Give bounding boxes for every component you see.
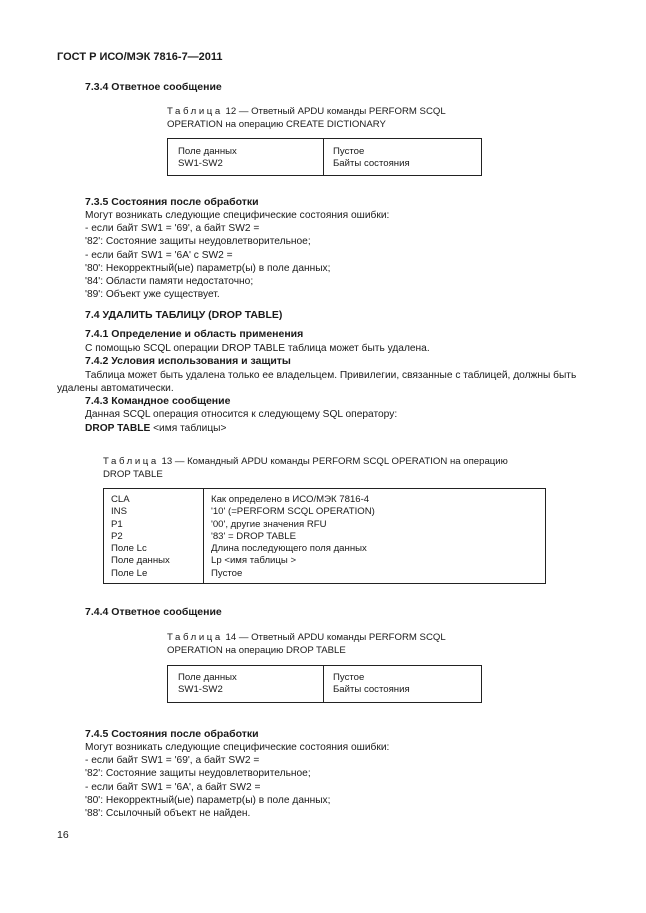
- table-cell: Пустое: [211, 567, 243, 579]
- table-cell: '00', другие значения RFU: [211, 518, 327, 530]
- text-line: Могут возникать следующие специфические состояния ошибки:: [85, 742, 390, 753]
- table-13-left-column: [111, 494, 170, 583]
- table-cell: INS: [111, 506, 127, 518]
- text-line: '82': Состояние защиты неудовлетворительное;: [85, 236, 311, 248]
- caption-text-line2: OPERATION на операцию DROP TABLE: [167, 644, 346, 656]
- text-line: - если байт SW1 = '69', а байт SW2 =: [85, 755, 260, 767]
- table-13-caption: [103, 456, 508, 481]
- table-cell: Поле Lc: [111, 543, 147, 555]
- table-13: [103, 488, 546, 584]
- table-divider: [203, 489, 204, 583]
- sql-argument: <имя таблицы>: [150, 423, 227, 434]
- caption-text-line1: 13 — Командный APDU команды PERFORM SCQL OPERATION на операцию: [161, 456, 508, 467]
- section-7-4-3-body: Данная SCQL операция относится к следующему SQL оператору:: [85, 409, 398, 420]
- section-heading-7-4: 7.4 УДАЛИТЬ ТАБЛИЦУ (DROP TABLE): [85, 309, 283, 321]
- sql-statement: [85, 422, 226, 435]
- table-cell: Lp <имя таблицы >: [211, 555, 297, 567]
- text-line: - если байт SW1 = '69', а байт SW2 =: [85, 223, 260, 235]
- text-line: - если байт SW1 = '6А' с SW2 =: [85, 249, 233, 261]
- table-14-caption: [167, 632, 446, 657]
- table-cell: P1: [111, 518, 123, 530]
- caption-label: Таблица: [167, 632, 223, 643]
- table-cell: '10' (=PERFORM SCQL OPERATION): [211, 506, 375, 518]
- table-cell: Поле Le: [111, 567, 148, 579]
- table-divider: [323, 666, 324, 702]
- text-line: '89': Объект уже существует.: [85, 289, 220, 301]
- table-divider: [323, 139, 324, 175]
- table-cell: Поле данных: [178, 146, 237, 157]
- table-cell: Как определено в ИСО/МЭК 7816-4: [211, 494, 370, 505]
- text-line: '80': Некорректный(ые) параметр(ы) в поле данных;: [85, 262, 331, 274]
- caption-text-line1: 14 — Ответный APDU команды PERFORM SCQL: [225, 632, 446, 643]
- table-14-right-column: [333, 672, 410, 702]
- table-14: [167, 665, 482, 703]
- section-heading-7-4-5: 7.4.5 Состояния после обработки: [85, 728, 259, 740]
- section-7-3-5-body: [85, 209, 389, 301]
- caption-label: Таблица: [103, 456, 159, 467]
- text-line: '82': Состояние защиты неудовлетворительное;: [85, 768, 311, 780]
- page-number: 16: [57, 829, 69, 841]
- table-cell: Поле данных: [111, 555, 170, 567]
- table-12-right-column: [333, 146, 410, 175]
- section-7-4-1-body: С помощью SCQL операции DROP TABLE таблица может быть удалена.: [85, 343, 430, 354]
- caption-label: Таблица: [167, 106, 223, 117]
- table-cell: Байты состояния: [333, 158, 410, 170]
- table-14-left-column: [178, 672, 237, 702]
- caption-text-line2: DROP TABLE: [103, 468, 163, 480]
- text-line: '88': Ссылочный объект не найден.: [85, 808, 251, 820]
- caption-text-line1: 12 — Ответный APDU команды PERFORM SCQL: [225, 106, 446, 117]
- section-heading-7-4-4: 7.4.4 Ответное сообщение: [85, 606, 222, 618]
- section-heading-7-3-4: 7.3.4 Ответное сообщение: [85, 81, 222, 93]
- section-heading-7-4-1: 7.4.1 Определение и область применения: [85, 328, 304, 340]
- table-cell: Пустое: [333, 672, 365, 683]
- table-cell: Байты состояния: [333, 684, 410, 696]
- table-cell: SW1-SW2: [178, 158, 223, 170]
- table-cell: CLA: [111, 494, 130, 505]
- section-heading-7-3-5: 7.3.5 Состояния после обработки: [85, 196, 259, 208]
- caption-text-line2: OPERATION на операцию CREATE DICTIONARY: [167, 118, 386, 130]
- document-header: ГОСТ Р ИСО/МЭК 7816-7—2011: [57, 51, 223, 63]
- text-line: '84': Области памяти недостаточно;: [85, 276, 254, 288]
- table-cell: Длина последующего поля данных: [211, 543, 367, 555]
- section-heading-7-4-3: 7.4.3 Командное сообщение: [85, 395, 231, 407]
- table-cell: Пустое: [333, 146, 365, 157]
- section-7-4-2-body-line1: Таблица может быть удалена только ее владельцем. Привилегии, связанные с таблицей, должны быть: [85, 370, 577, 381]
- section-heading-7-4-2: 7.4.2 Условия использования и защиты: [85, 355, 291, 367]
- text-line: Могут возникать следующие специфические состояния ошибки:: [85, 210, 390, 221]
- text-line: - если байт SW1 = '6А', а байт SW2 =: [85, 781, 261, 793]
- table-cell: SW1-SW2: [178, 684, 223, 696]
- sql-keyword: DROP TABLE: [85, 423, 151, 434]
- table-12-caption: [167, 106, 446, 131]
- table-cell: P2: [111, 530, 123, 542]
- table-12: [167, 138, 482, 176]
- table-13-right-column: [211, 494, 375, 583]
- table-cell: Поле данных: [178, 672, 237, 683]
- section-7-4-2-body-line2: удалены автоматически.: [57, 383, 174, 394]
- text-line: '80': Некорректный(ые) параметр(ы) в поле данных;: [85, 794, 331, 806]
- table-12-left-column: [178, 146, 237, 175]
- section-7-4-5-body: [85, 741, 389, 820]
- table-cell: '83' = DROP TABLE: [211, 530, 296, 542]
